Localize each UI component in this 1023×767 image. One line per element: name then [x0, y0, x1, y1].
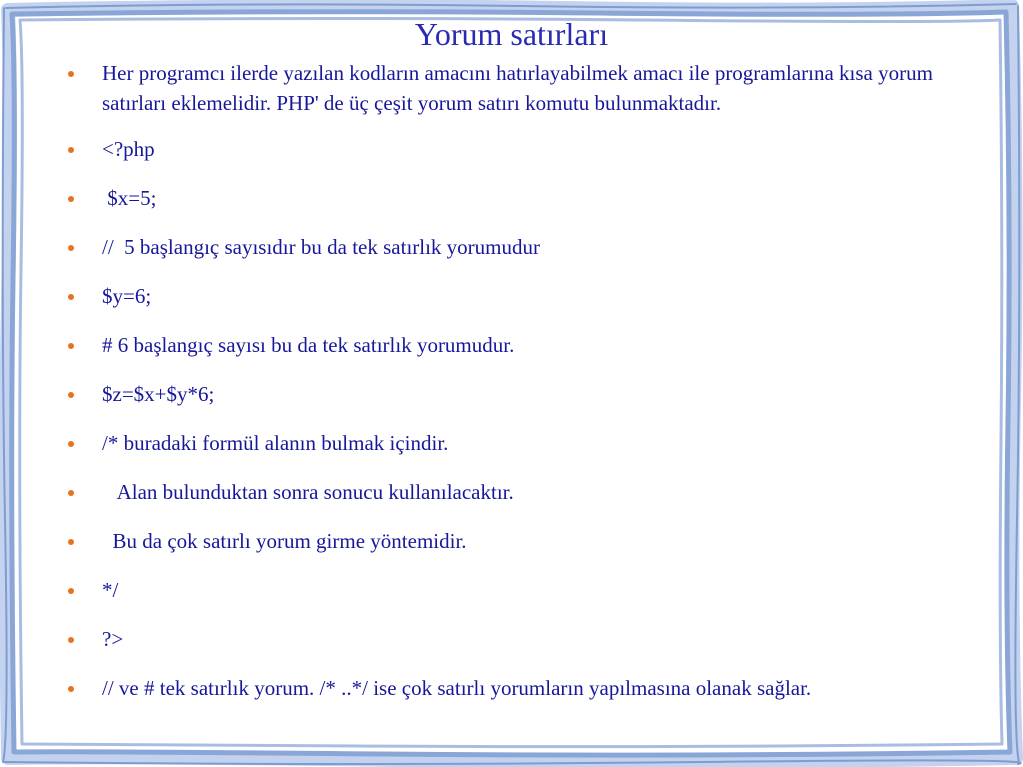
slide-title: Yorum satırları: [414, 16, 609, 52]
list-item: [66, 183, 986, 213]
list-item: [66, 624, 986, 654]
bullet-dot-icon: [68, 490, 74, 496]
list-item-text: // 5 başlangıç sayısıdır bu da tek satırlık yorumudur: [102, 235, 541, 259]
bullet-dot-icon: [68, 392, 74, 398]
list-item: [66, 575, 986, 605]
list-item-text: // ve # tek satırlık yorum. /* ..*/ ise çok satırlı yorumların yapılmasına olanak sağlar.: [102, 676, 812, 700]
list-item: [66, 134, 986, 164]
list-item: [66, 477, 986, 507]
bullet-dot-icon: [68, 294, 74, 300]
bullet-list: [66, 58, 986, 703]
list-item-text: <?php: [102, 137, 155, 161]
list-item-text: */: [102, 578, 119, 602]
list-item-text: /* buradaki formül alanın bulmak içindir.: [102, 431, 449, 455]
bullet-dot-icon: [68, 245, 74, 251]
list-item: [66, 673, 986, 703]
list-item: [66, 58, 986, 118]
list-item: [66, 428, 986, 458]
bullet-dot-icon: [68, 539, 74, 545]
list-item: [66, 232, 986, 262]
list-item-text: ?>: [102, 627, 124, 651]
list-item-text: # 6 başlangıç sayısı bu da tek satırlık yorumudur.: [102, 333, 515, 357]
list-item: [66, 526, 986, 556]
bullet-dot-icon: [68, 441, 74, 447]
list-item-text: Her programcı ilerde yazılan kodların amacını hatırlayabilmek amacı ile programlarına kısa yorum satırları eklemelidir. PHP' de üç çeşit yorum satırı komutu bulunmaktadır.: [102, 61, 933, 115]
list-item: [66, 379, 986, 409]
list-item-text: $y=6;: [102, 284, 152, 308]
list-item-text: $z=$x+$y*6;: [102, 382, 215, 406]
bullet-dot-icon: [68, 71, 74, 77]
list-item: [66, 281, 986, 311]
list-item-text: $x=5;: [102, 186, 157, 210]
list-item-text: Bu da çok satırlı yorum girme yöntemidir.: [102, 529, 467, 553]
bullet-dot-icon: [68, 196, 74, 202]
bullet-dot-icon: [68, 147, 74, 153]
bullet-dot-icon: [68, 637, 74, 643]
list-item: [66, 330, 986, 360]
list-item-text: Alan bulunduktan sonra sonucu kullanılacaktır.: [102, 480, 514, 504]
bullet-dot-icon: [68, 686, 74, 692]
bullet-dot-icon: [68, 588, 74, 594]
bullet-dot-icon: [68, 343, 74, 349]
